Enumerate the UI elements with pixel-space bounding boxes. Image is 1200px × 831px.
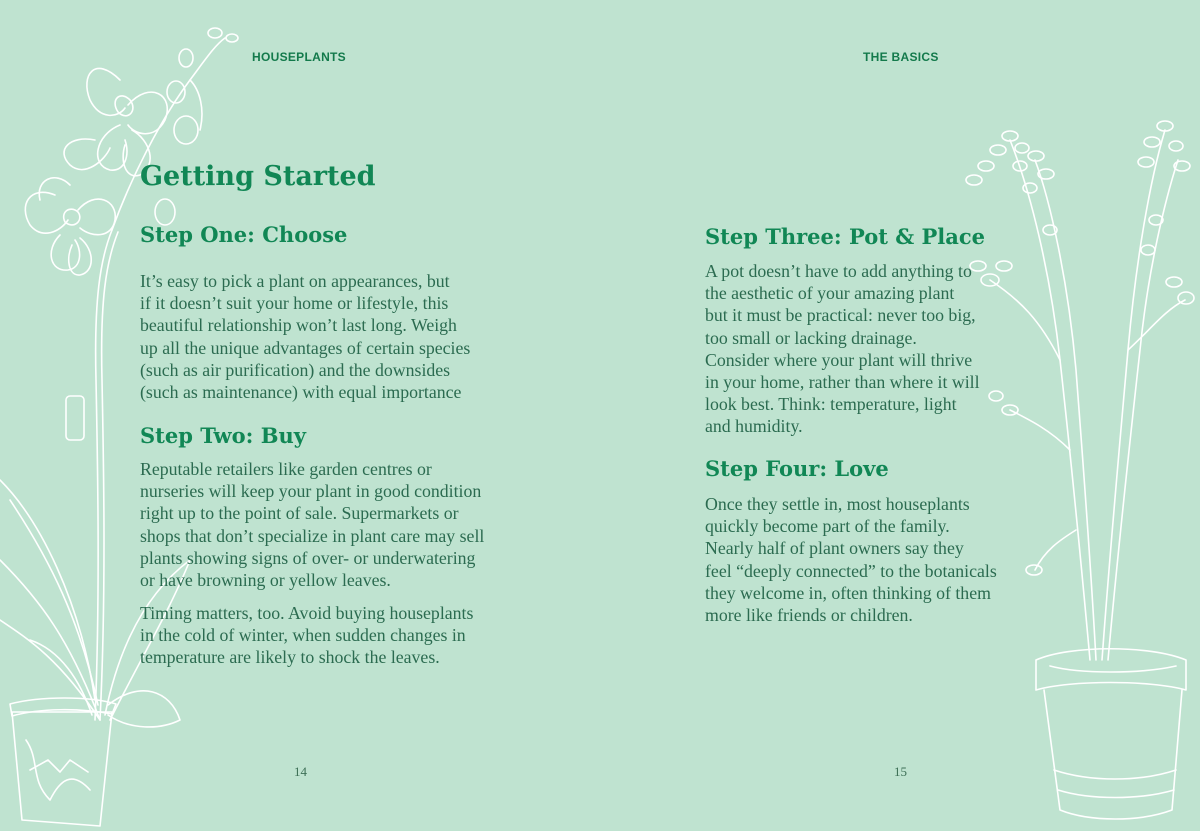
step-two-heading: Step Two: Buy [140,423,306,448]
step-two-text [140,458,484,591]
text-line: nurseries will keep your plant in good condition [140,481,482,502]
running-head: THE BASICS [863,50,939,64]
text-line: more like friends or children. [705,605,913,626]
orchid-illustration [0,0,260,831]
step-two-text-2 [140,602,473,669]
page-number: 14 [294,764,307,779]
text-line: too small or lacking drainage. [705,327,917,348]
text-line: feel “deeply connected” to the botanicals [705,560,997,581]
text-line: (such as air purification) and the downsides [140,359,451,380]
step-three-text [705,260,980,438]
text-line: Timing matters, too. Avoid buying houseplants [140,603,474,623]
step-four-text [705,493,997,626]
text-line: A pot doesn’t have to add anything to [705,261,972,281]
running-head: HOUSEPLANTS [252,50,346,64]
text-line: but it must be practical: never too big, [705,305,976,326]
text-line: quickly become part of the family. [705,516,950,537]
page-number: 15 [894,764,907,779]
text-line: Reputable retailers like garden centres or [140,459,432,479]
step-three-heading: Step Three: Pot & Place [705,224,986,249]
text-line: (such as maintenance) with equal importance [140,382,462,403]
text-line: or have browning or yellow leaves. [140,570,391,591]
text-line: look best. Think: temperature, light [705,394,957,415]
text-line: up all the unique advantages of certain species [140,337,471,358]
text-line: shops that don’t specialize in plant care may sell [140,525,485,546]
text-line: temperature are likely to shock the leaves. [140,647,440,668]
text-line: beautiful relationship won’t last long. Weigh [140,315,457,336]
text-line: and humidity. [705,416,803,437]
text-line: plants showing signs of over- or underwatering [140,547,476,568]
potted-tree-illustration [950,70,1200,831]
text-line: Nearly half of plant owners say they [705,538,964,559]
text-line: they welcome in, often thinking of them [705,582,991,603]
text-line: the aesthetic of your amazing plant [705,283,955,304]
right-page [600,0,1200,831]
text-line: in the cold of winter, when sudden changes in [140,625,466,646]
text-line: in your home, rather than where it will [705,372,980,393]
text-line: right up to the point of sale. Supermarkets or [140,503,459,524]
page-title: Getting Started [140,161,376,192]
text-line: if it doesn’t suit your home or lifestyle, this [140,293,449,314]
text-line: Once they settle in, most houseplants [705,494,970,514]
step-one-heading: Step One: Choose [140,222,348,247]
text-line: It’s easy to pick a plant on appearances, but [140,271,450,291]
text-line: Consider where your plant will thrive [705,349,973,370]
step-one-text [140,270,470,403]
step-four-heading: Step Four: Love [705,456,889,481]
